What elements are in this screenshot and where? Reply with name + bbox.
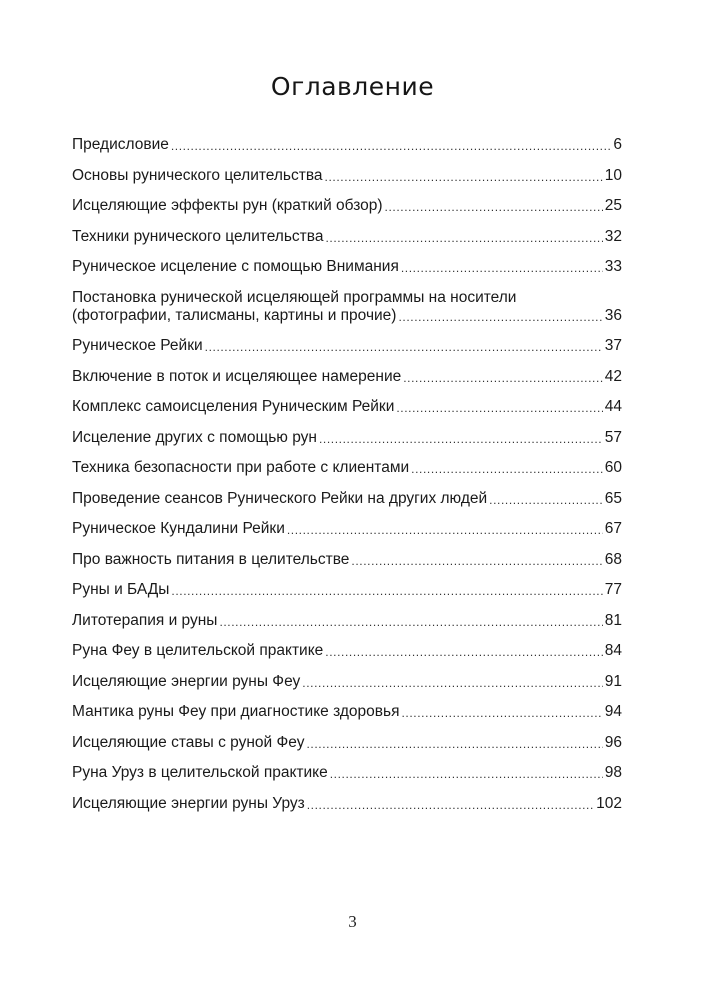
dot-leader [401,261,603,275]
toc-entry-title: Руническое Кундалини Рейки [72,520,285,537]
toc-entry [72,490,622,508]
toc-entry [72,197,622,215]
toc-entry-page: 44 [604,398,622,415]
toc-entry [72,795,622,813]
toc-entry-title-line1: Постановка рунической исцеляющей программы на носители [72,288,517,306]
toc-entry-title: Техники рунического целительства [72,227,324,245]
toc-entry-title: Включение в поток и исцеляющее намерение [72,367,402,385]
toc-entry [72,673,622,691]
toc-entry-page: 68 [604,550,622,568]
toc-entry-page: 67 [604,520,622,537]
toc-entry-title: Руна Феу в целительской практике [72,642,324,659]
toc-entry [72,228,622,246]
toc-entry [72,258,622,276]
toc-entry-page: 84 [604,642,622,659]
dot-leader [302,676,602,690]
toc-entry-page: 98 [604,764,622,781]
toc-entry [72,459,622,477]
dot-leader [403,371,603,385]
dot-leader [171,139,612,153]
toc-entry [72,398,622,416]
page-title: Оглавление [270,72,435,101]
dot-leader [287,523,603,537]
dot-leader [411,462,603,476]
dot-leader [205,340,603,354]
toc-entry-title: Руна Уруз в целительской практике [72,764,328,781]
dot-leader [325,231,602,245]
dot-leader [307,798,594,812]
toc-entry [72,368,622,386]
toc-entry-page: 6 [613,136,622,153]
dot-leader [306,737,602,751]
toc-entry [72,642,622,660]
toc-entry [72,551,622,569]
toc-entry-page: 10 [604,166,622,184]
toc-entry-page: 33 [604,258,622,275]
toc-entry [72,520,622,538]
toc-entry-page: 81 [604,611,622,629]
toc-entry-title: Комплекс самоисцеления Руническим Рейки [72,398,395,415]
dot-leader [401,706,602,720]
toc-entry [72,581,622,599]
toc-entry-title: Предисловие [72,136,169,153]
toc-entry-page: 37 [604,337,622,354]
toc-entry-title: Про важность питания в целительстве [72,550,350,568]
toc-entry [72,734,622,752]
toc-entry-title: Исцеляющие ставы с руной Феу [72,733,305,751]
toc-entry-title: Основы рунического целительства [72,166,323,184]
dot-leader [325,170,603,184]
toc-entry-page: 36 [604,306,622,324]
page-number: 3 [348,912,357,931]
toc-entry [72,429,622,447]
toc-entry [72,337,622,355]
toc-entry-title: Техника безопасности при работе с клиентами [72,459,410,476]
toc-entry-page: 25 [604,197,622,214]
toc-entry [72,167,622,185]
toc-entry-page: 42 [604,367,622,385]
toc-entry-title: Исцеляющие энергии руны Уруз [72,794,305,812]
toc-entry-page: 102 [596,794,622,812]
dot-leader [396,401,602,415]
toc-entry [72,612,622,630]
toc-entry-title: Проведение сеансов Рунического Рейки на других людей [72,489,488,507]
dot-leader [398,310,602,324]
toc-entry-page: 94 [604,703,622,720]
toc-entry-title: Руническое исцеление с помощью Внимания [72,258,399,275]
toc-entry-page: 65 [604,489,622,507]
toc-entry [72,136,622,154]
dot-leader [385,200,603,214]
toc-entry-page: 60 [604,459,622,476]
toc-entry-title: Руническое Рейки [72,337,203,354]
toc-entry-title: Исцеляющие энергии руны Феу [72,672,301,690]
toc-entry [72,289,622,325]
dot-leader [219,615,602,629]
toc-entry-page: 91 [604,672,622,690]
table-of-contents [72,136,622,825]
toc-entry-page: 57 [604,428,622,446]
toc-entry-title: Исцеление других с помощью рун [72,428,317,446]
dot-leader [319,432,603,446]
toc-entry [72,764,622,782]
dot-leader [351,554,602,568]
toc-entry-page: 96 [604,733,622,751]
toc-entry-title: Мантика руны Феу при диагностике здоровья [72,703,400,720]
dot-leader [171,584,602,598]
toc-entry-title: Литотерапия и руны [72,611,218,629]
toc-entry-title: Исцеляющие эффекты рун (краткий обзор) [72,197,383,214]
dot-leader [330,767,603,781]
toc-entry-title: Руны и БАДы [72,581,170,598]
dot-leader [489,493,603,507]
toc-entry-title: (фотографии, талисманы, картины и прочие) [72,306,397,324]
toc-entry-page: 32 [604,227,622,245]
toc-entry [72,703,622,721]
dot-leader [325,645,602,659]
toc-entry-page: 77 [604,581,622,598]
